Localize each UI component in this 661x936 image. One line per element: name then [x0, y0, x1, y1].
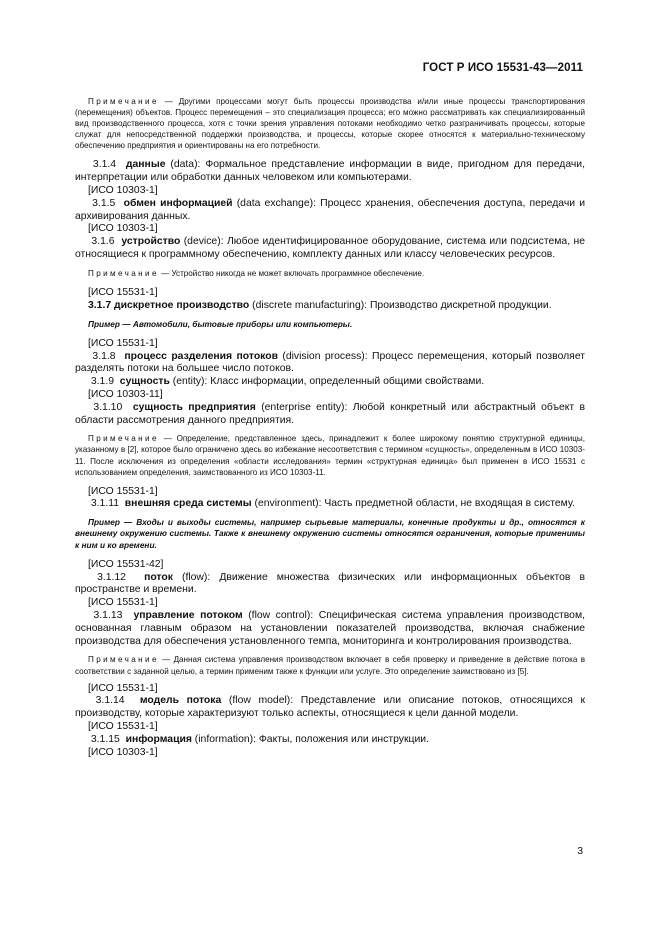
term-definition: (information): Факты, положения или инструкции.: [191, 733, 429, 745]
term-definition: (division process): Процесс перемещения, который позволяет разделять потоки на большее число потоков.: [75, 350, 586, 375]
term-3-1-7: [75, 300, 585, 313]
term-number: 3.1.15: [90, 733, 120, 745]
term-name: сущность: [119, 376, 170, 388]
note-label: Примечание: [88, 655, 159, 665]
term-number: 3.1.8: [92, 350, 116, 362]
source-ref: [ИСО 15531-1]: [88, 337, 158, 349]
term-definition: (data): Формальное представление информации в виде, пригодном для передачи, интерпретации или обработки данных человеком или компьютерами.: [75, 159, 585, 184]
document-body: [75, 96, 585, 759]
source-ref: [ИСО 15531-1]: [88, 286, 158, 298]
term-number: 3.1.11: [90, 498, 120, 510]
term-3-1-6: [75, 236, 585, 262]
term-definition: (entity): Класс информации, определенный общими свойствами.: [169, 376, 485, 388]
note-text: — Другими процессами могут быть процессы производства и/или иные процессы транспортирования (перемещения) объектов. Процесс перемещения – это специализация процесса; его можно рассматривать как специализированный вид производственного процесса, хотя с точки зрения управления потоками необходимо четко разграничивать процессы, которые служат для непосредственной поддержки производства, и процессы, которые скорее относятся к материально-техническому обеспечению предприятия и ориентированы на его потребности.: [75, 97, 585, 151]
source-ref: [ИСО 10303-1]: [88, 185, 158, 197]
source-ref: [ИСО 15531-42]: [88, 558, 164, 570]
note-4: [75, 654, 585, 676]
page-number: 3: [577, 846, 583, 857]
note-text: — Определение, представленное здесь, принадлежит к более широкому понятию структурной единицы, указанному в [2], которое было ограничено здесь во избежание несоответствия с термином «сущность», определенным в ИСО 10303-11. После исключения из определения «области исследования» термин «структурная единица» был применен в ИСО 15531 с использованием определения, заимствованного из ИСО 10303-11.: [75, 434, 585, 477]
term-3-1-14: [75, 695, 585, 721]
term-definition: (enterprise entity): Любой конкретный или абстрактный объект в области рассмотрения данного предприятия.: [75, 401, 585, 426]
term-3-1-8: [75, 351, 585, 377]
term-name: информация: [125, 733, 192, 745]
term-number: 3.1.14: [95, 695, 125, 707]
term-name: внешняя среда системы: [124, 498, 252, 510]
example-3-1-11: Пример — Входы и выходы системы, например сырьевые материалы, конечные продукты и др., относятся к внешнему окружению системы. Также к внешнему окружению системы относятся ограничения, которые применимы к ним и ко времени.: [75, 517, 585, 550]
source-ref: [ИСО 10303-11]: [88, 388, 163, 400]
term-name: дискретное производство: [114, 299, 250, 311]
term-number: 3.1.12: [97, 571, 126, 583]
term-name: поток: [144, 571, 173, 583]
note-3: [75, 433, 585, 477]
note-text: — Устройство никогда не может включать программное обеспечение.: [161, 268, 425, 278]
note-2: [75, 268, 585, 279]
note-label: Примечание: [88, 97, 159, 106]
term-name: управление потоком: [133, 610, 243, 622]
term-3-1-12: [75, 572, 585, 598]
term-number: 3.1.13: [93, 610, 123, 622]
note-label: Примечание: [88, 268, 159, 278]
term-3-1-9: [75, 376, 585, 389]
note-1: [75, 96, 585, 151]
term-number: 3.1.4: [92, 159, 117, 171]
term-number: 3.1.9: [90, 376, 115, 388]
source-ref: [ИСО 10303-1]: [88, 223, 158, 235]
term-definition: (discrete manufacturing): Производство дискретной продукции.: [249, 299, 552, 311]
term-3-1-5: [75, 198, 585, 224]
term-definition: (environment): Часть предметной области, не входящая в систему.: [251, 498, 575, 510]
term-definition: (data exchange): Процесс хранения, обеспечения доступа, передачи и архивирования данных.: [75, 197, 585, 222]
term-number: 3.1.7: [88, 299, 112, 311]
term-number: 3.1.6: [91, 236, 115, 248]
term-name: сущность предприятия: [132, 401, 256, 413]
term-definition: (flow control): Специфическая система управления производством, основанная главным образом на установлении показателей производства, включая снабжение производства для обеспечения установленного темпа, мониторинга и контролирования производства.: [75, 610, 585, 647]
note-label: Примечание: [88, 434, 159, 444]
term-definition: (flow): Движение множества физических или информационных объектов в пространстве и времени.: [75, 571, 585, 596]
term-number: 3.1.5: [92, 197, 116, 209]
source-ref: [ИСО 15531-1]: [88, 597, 158, 609]
term-3-1-10: [75, 402, 585, 428]
term-name: обмен информацией: [123, 197, 233, 209]
term-3-1-4: [75, 159, 585, 185]
document-header: ГОСТ Р ИСО 15531-43—2011: [422, 62, 583, 74]
term-definition: (flow model): Представление или описание потоков, относящихся к производству, которые характеризуют только аспекты, относящиеся к цели данной модели.: [75, 695, 586, 720]
note-text: — Данная система управления производством включает в себя проверку и приведение в действие потока в соответствии с заданной целью, а термин применим также к функции или услуге. Это определение заимствовано из [5].: [75, 655, 585, 676]
source-ref: [ИСО 15531-1]: [88, 485, 158, 497]
term-name: данные: [125, 159, 166, 171]
term-name: модель потока: [139, 695, 222, 707]
term-3-1-15: [75, 734, 585, 747]
term-3-1-11: [75, 498, 585, 511]
term-3-1-13: [75, 610, 585, 648]
term-name: процесс разделения потоков: [124, 350, 278, 362]
source-ref: [ИСО 15531-1]: [88, 682, 158, 694]
source-ref: [ИСО 15531-1]: [88, 721, 158, 733]
term-definition: (device): Любое идентифицированное оборудование, система или подсистема, не относящиеся к программному обеспечению, комплекту данных или классу человеческих ресурсов.: [75, 236, 586, 261]
source-ref: [ИСО 10303-1]: [88, 746, 158, 758]
example-3-1-7: Пример — Автомобили, бытовые приборы или компьютеры.: [88, 318, 353, 329]
term-number: 3.1.10: [93, 401, 123, 413]
term-name: устройство: [121, 236, 181, 248]
